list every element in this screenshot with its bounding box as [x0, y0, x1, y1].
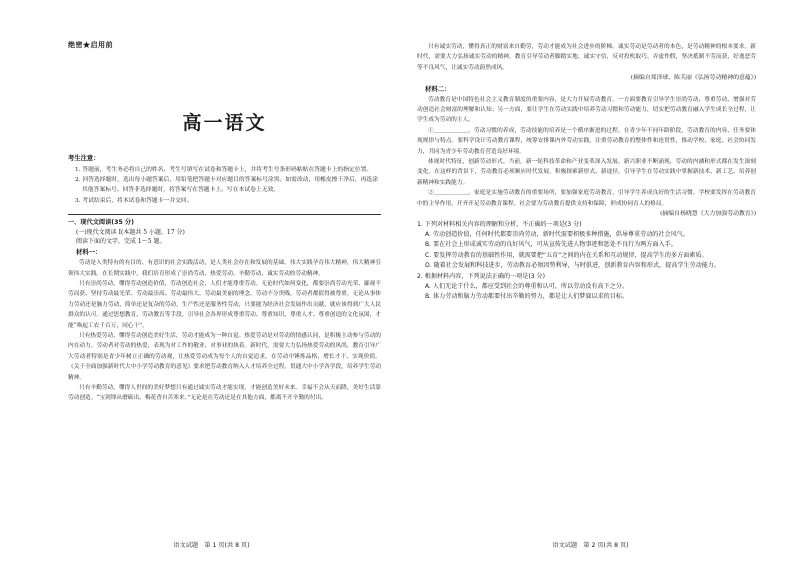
paragraph: 劳动是人类特有的有目的、有意识的社会实践活动，是人类社会存在和发展的基础。伟大实践孕育伟大精神，伟大精神引领伟大实践。在长期实践中，我们培育形成了崇尚劳动、热爱劳动、辛勤劳动、诚实劳动的劳动精神。: [68, 260, 381, 277]
secret-label: 绝密★启用前: [68, 40, 113, 49]
subsection-heading: (一)现代文阅读 I(本题共 5 小题，17 分): [76, 228, 185, 236]
exam-page-right: [397, 0, 794, 561]
paragraph: 只有热爱劳动，懂得劳动创造美好生活，劳动才能成为一种自觉。热爱劳动是对劳动的情感认同，是积极主动参与劳动的内在动力。劳动者对劳动的热爱，表现为对工作的敬业、对事业的执着。新时代，需要大力弘扬热爱劳动的风尚，教育引导广大劳动者特别是青少年树立正确的劳动观，让热爱劳动成为每个人的自觉追求，在劳动中锤炼品格、增长才干、实现价值。《关于全面加强新时代大中小学劳动教育的意见》要求把劳动教育纳入人才培养全过程，贯通大中小学各学段，培养学生劳动精神。: [68, 333, 381, 381]
paragraph: ②＿＿＿＿＿＿。家庭是实施劳动教育的重要场所，要加强家庭劳动教育，引导学生养成良好的生活习惯。学校要发挥在劳动教育中的主导作用，开齐开足劳动教育课程。社会要为劳动教育提供支持和保障，形成协同育人的格局。: [417, 190, 756, 207]
notice-item: 2. 回答选择题时，选出每小题答案后，用铅笔把答题卡对应题目的答案标号涂黑。如需改动，用橡皮擦干净后，再选涂其他答案标号。回答非选择题时，将答案写在答题卡上。写在本试卷上无效。: [75, 177, 379, 194]
question-1-option-b: B. 要在社会上形成诚实劳动的良好风气，可从宣传先进人物事迹和惩处不良行为两方面入手。: [425, 241, 677, 249]
source-citation: (摘编自杨晓慧《大力加强劳动教育》): [660, 211, 756, 218]
question-2: 2. 根据材料内容，下列说法正确的一项是(3 分): [417, 272, 546, 280]
paragraph: 只有辛勤劳动，懂得人世间的美好梦想只有通过诚实劳动才能实现，才能创造美好未来。幸福不会从天而降，美好生活靠劳动创造。“宝剑锋从磨砺出，梅花香自苦寒来。”无论是在劳动还是在其他方面，都离不开辛勤的付出。: [68, 385, 381, 402]
divider: [68, 214, 381, 215]
paragraph: 体现时代特征，创新劳动形式。当前，新一轮科技革命和产业变革深入发展，新兴职业不断涌现，劳动的内涵和形式都在发生深刻变化。在这样的背景下，劳动教育必须顺应时代发展，积极探索新形式、新途径，引导学生在劳动实践中掌握新技术、新工艺，培养创新精神和实践能力。: [417, 159, 756, 186]
question-1-option-c: C. 要发挥劳动教育的基础性作用，就需要把“五育”之间的内在关系和互动规律，提高学生的多方面素质。: [425, 251, 708, 259]
reading-instruction: 阅读下面的文字，完成 1～5 题。: [76, 238, 166, 246]
notice-item: 3. 考试结束后，将本试卷和答题卡一并交回。: [75, 197, 193, 204]
section-heading: 一、现代文阅读(35 分): [68, 218, 134, 226]
paragraph: 只有崇尚劳动，懂得劳动创造价值、劳动创造社会，人们才能尊重劳动。无论时代如何变化，都要崇尚劳动光荣、鄙视不劳而获、坚持劳动最光荣、劳动最崇高、劳动最伟大、劳动最美丽的理念。劳动不分贵贱，劳动者都值得被尊重。无论从事体力劳动还是脑力劳动，简单还是复杂的劳动，生产性还是服务性劳动，只要能为经济社会发展作出贡献，就应该得到广大人民群众的认可。通过思想教育、劳动教育等手段，引导社会各界形成尊重劳动、尊重知识、尊重人才、尊重创造的文化氛围，才能“唤起工农千百万，同心干”。: [68, 281, 381, 329]
notice-heading: 考生注意：: [68, 155, 100, 162]
page-footer: 语文试题 第 1 页(共 8 页): [173, 542, 250, 549]
question-2-option-a: A. 人们无论干什么，都应受到社会的尊重和认可，所以劳动没有高下之分。: [425, 282, 628, 290]
material-2-label: 材料二：: [425, 84, 451, 93]
source-citation: (摘编自郑泽球、陈芙丽《弘扬劳动精神的意蕴》): [630, 75, 756, 82]
paragraph: ①＿＿＿＿＿＿。劳动习惯的养成，劳动技能的培养是一个循序渐进的过程。在青少年不同年龄阶段，劳动教育的内容、任务要体现规律与特点。要科学设计劳动教育课程，统筹安排课内外劳动实践，注重劳动教育的整体性和连贯性，推动学校、家庭、社会协同发力，共同为青少年劳动教育营造良好环境。: [417, 127, 756, 155]
notice-item: 1. 答题前，考生务必将自己的姓名、考生号填写在试卷和答题卡上，并将考生号条形码粘贴在答题卡上的指定位置。: [75, 167, 373, 173]
page-title: 高一语文: [182, 112, 267, 134]
question-1-option-d: D. 随着社会发展和科技进步，劳动教育必须因势利导，与时俱进，创新教育内容和形式，提高学生劳动能力。: [425, 262, 720, 270]
question-1: 1. 下列对材料相关内容的理解和分析，不正确的一项是(3 分): [417, 220, 582, 228]
question-2-option-b: B. 体力劳动和脑力劳动都要付出辛勤的努力，都是让人们梦寐以求的目标。: [425, 293, 629, 301]
question-1-option-a: A. 劳动创造价值，任何时代都要崇尚劳动，新时代需要积极多种措施，倡导尊重劳动的社会风气。: [425, 230, 689, 238]
paragraph: 只有诚实劳动，懂得真正的财富来自勤劳，劳动才能成为社会进步的阶梯。诚实劳动是劳动者的本色，是劳动精神的根本要求。新时代，需要大力弘扬诚实劳动的精神，教育引导劳动者脚踏实地、诚实守信，反对投机取巧、弄虚作假，坚决抵制不劳而获、好逸恶劳等不良风气，让诚实劳动蔚然成风。: [417, 44, 756, 71]
paragraph: 劳动教育是中国特色社会主义教育制度的重要内容，是大力开展劳动教育，一方面要教育引导学生崇尚劳动、尊重劳动，增强对劳动创造社会财富的理解和认知；另一方面，要让学生在劳动实践中培养劳动习惯和劳动能力，切实把劳动教育融入学生成长全过程，让学生成为劳动的主人。: [417, 96, 756, 124]
material-1-label: 材料一：: [76, 248, 102, 257]
page-footer: 语文试题 第 2 页(共 8 页): [552, 542, 629, 549]
